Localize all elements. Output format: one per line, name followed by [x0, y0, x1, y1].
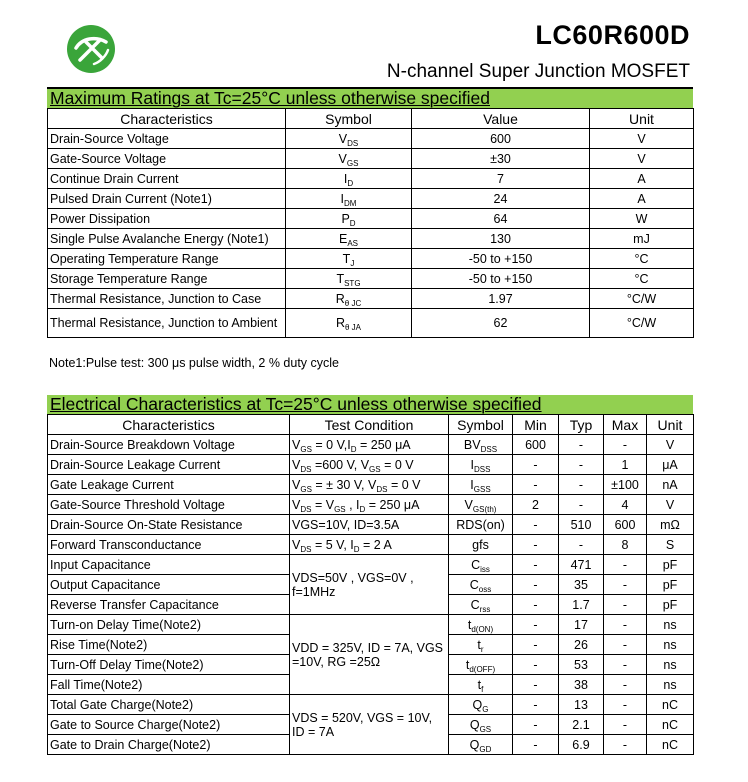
condition-text: = 0 V — [387, 477, 421, 492]
table-row — [48, 455, 694, 475]
unit: V — [647, 435, 694, 455]
symbol-subscript: rss — [479, 604, 491, 614]
characteristic: Power Dissipation — [48, 209, 286, 229]
symbol-text: R — [335, 291, 345, 306]
table-row — [48, 515, 694, 535]
symbol-text: Q — [472, 697, 483, 712]
max-value: 1 — [604, 455, 647, 475]
max-value: 4 — [604, 495, 647, 515]
symbol-cell — [449, 535, 513, 555]
symbol-text: RDS(on) — [456, 517, 505, 532]
test-condition: VDS=50V , VGS=0V , f=1MHz — [290, 555, 449, 615]
value: 64 — [412, 209, 590, 229]
characteristic: Total Gate Charge(Note2) — [48, 695, 290, 715]
symbol-cell — [286, 269, 412, 289]
symbol-cell — [286, 249, 412, 269]
condition-text: = 0 V — [380, 457, 414, 472]
typ-value: - — [559, 475, 604, 495]
characteristic: Pulsed Drain Current (Note1) — [48, 189, 286, 209]
typ-value: 2.1 — [559, 715, 604, 735]
symbol-cell — [449, 615, 513, 635]
condition-subscript: DS — [300, 544, 312, 554]
characteristic: Fall Time(Note2) — [48, 675, 290, 695]
symbol-text: I — [343, 171, 348, 186]
condition-subscript: GS — [300, 444, 312, 454]
min-value: 600 — [513, 435, 559, 455]
col-header: Characteristics — [48, 109, 286, 129]
symbol-cell — [286, 309, 412, 338]
test-condition: VDD = 325V, ID = 7A, VGS =10V, RG =25Ω — [290, 615, 449, 695]
electrical-banner: Electrical Characteristics at Tc=25°C unless otherwise specified — [47, 395, 693, 414]
symbol-subscript: θ JA — [345, 323, 362, 332]
condition-text: = 250 μA — [365, 497, 420, 512]
unit: V — [647, 495, 694, 515]
symbol-text: t — [467, 617, 472, 632]
condition-text: =600 V, V — [311, 457, 370, 472]
unit: ns — [647, 635, 694, 655]
unit: mΩ — [647, 515, 694, 535]
symbol-subscript: AS — [347, 238, 358, 248]
symbol-cell — [449, 675, 513, 695]
unit: W — [590, 209, 694, 229]
symbol-cell — [449, 475, 513, 495]
characteristic: Forward Transconductance — [48, 535, 290, 555]
condition-text: = 0 V,I — [311, 437, 351, 452]
symbol-subscript: DM — [344, 198, 357, 208]
col-header: Min — [513, 415, 559, 435]
characteristic: Thermal Resistance, Junction to Ambient — [48, 309, 286, 338]
characteristic: Gate to Source Charge(Note2) — [48, 715, 290, 735]
symbol-text: T — [336, 271, 345, 286]
symbol-subscript: GSS — [473, 484, 491, 494]
max-value: - — [604, 715, 647, 735]
symbol-subscript: d(OFF) — [469, 664, 496, 674]
table-row — [48, 555, 694, 575]
symbol-text: C — [471, 557, 481, 572]
characteristic: Storage Temperature Range — [48, 269, 286, 289]
part-subtitle: N-channel Super Junction MOSFET — [386, 61, 690, 82]
test-condition — [290, 455, 449, 475]
condition-subscript: DS — [376, 484, 388, 494]
table-row — [48, 615, 694, 635]
symbol-subscript: DSS — [480, 444, 498, 454]
symbol-text: C — [470, 597, 480, 612]
symbol-cell — [286, 289, 412, 309]
characteristic: Continue Drain Current — [48, 169, 286, 189]
condition-subscript: D — [359, 504, 366, 514]
typ-value: - — [559, 435, 604, 455]
max-ratings-banner: Maximum Ratings at Tc=25°C unless otherwise specified — [47, 89, 693, 108]
min-value: - — [513, 635, 559, 655]
value: ±30 — [412, 149, 590, 169]
test-condition — [290, 475, 449, 495]
unit: ns — [647, 675, 694, 695]
min-value: - — [513, 575, 559, 595]
value: 130 — [412, 229, 590, 249]
symbol-cell — [449, 595, 513, 615]
condition-subscript: GS — [334, 504, 346, 514]
condition-text: V — [292, 497, 301, 512]
typ-value: 26 — [559, 635, 604, 655]
table-row — [48, 129, 694, 149]
min-value: - — [513, 475, 559, 495]
unit: ns — [647, 615, 694, 635]
symbol-subscript: J — [350, 258, 355, 268]
unit: V — [590, 149, 694, 169]
min-value: - — [513, 615, 559, 635]
value: -50 to +150 — [412, 249, 590, 269]
symbol-text: t — [477, 637, 481, 652]
symbol-cell — [449, 715, 513, 735]
table-row — [48, 535, 694, 555]
symbol-subscript: STG — [344, 278, 361, 288]
max-value: - — [604, 615, 647, 635]
min-value: - — [513, 515, 559, 535]
test-condition: VDS = 520V, VGS = 10V, ID = 7A — [290, 695, 449, 755]
symbol-text: Q — [469, 737, 480, 752]
symbol-subscript: f — [481, 684, 484, 694]
col-header: Symbol — [449, 415, 513, 435]
typ-value: 13 — [559, 695, 604, 715]
col-header: Value — [412, 109, 590, 129]
symbol-cell — [449, 655, 513, 675]
max-value: - — [604, 435, 647, 455]
value: 24 — [412, 189, 590, 209]
characteristic: Rise Time(Note2) — [48, 635, 290, 655]
table-row — [48, 475, 694, 495]
characteristic: Input Capacitance — [48, 555, 290, 575]
table-row — [48, 495, 694, 515]
condition-subscript: D — [353, 544, 360, 554]
symbol-cell — [449, 495, 513, 515]
symbol-text: V — [338, 131, 348, 146]
characteristic: Drain-Source On-State Resistance — [48, 515, 290, 535]
unit: nC — [647, 715, 694, 735]
table-row — [48, 269, 694, 289]
table-row — [48, 289, 694, 309]
unit: A — [590, 189, 694, 209]
table-row — [48, 189, 694, 209]
symbol-subscript: θ JC — [344, 298, 362, 308]
unit: pF — [647, 595, 694, 615]
pulse-test-note: Note1:Pulse test: 300 μs pulse width, 2 % duty cycle — [49, 356, 339, 370]
condition-subscript: GS — [300, 484, 312, 494]
table-row — [48, 209, 694, 229]
unit: mJ — [590, 229, 694, 249]
col-header: Test Condition — [290, 415, 449, 435]
typ-value: 53 — [559, 655, 604, 675]
symbol-cell — [286, 189, 412, 209]
unit: μA — [647, 455, 694, 475]
symbol-cell — [286, 129, 412, 149]
condition-text: = 2 A — [359, 537, 392, 552]
test-condition: VGS=10V, ID=3.5A — [290, 515, 449, 535]
typ-value: - — [559, 455, 604, 475]
min-value: - — [513, 715, 559, 735]
typ-value: 38 — [559, 675, 604, 695]
table-row — [48, 169, 694, 189]
condition-text: V — [292, 477, 301, 492]
unit: pF — [647, 555, 694, 575]
symbol-cell — [449, 695, 513, 715]
col-header: Symbol — [286, 109, 412, 129]
max-value: - — [604, 675, 647, 695]
symbol-subscript: d(ON) — [471, 624, 494, 634]
characteristic: Turn-Off Delay Time(Note2) — [48, 655, 290, 675]
min-value: - — [513, 555, 559, 575]
value: 62 — [412, 309, 590, 338]
typ-value: - — [559, 535, 604, 555]
characteristic: Gate-Source Threshold Voltage — [48, 495, 290, 515]
symbol-cell — [449, 515, 513, 535]
min-value: - — [513, 675, 559, 695]
table-row — [48, 249, 694, 269]
unit: °C — [590, 269, 694, 289]
typ-value: 471 — [559, 555, 604, 575]
characteristic: Output Capacitance — [48, 575, 290, 595]
symbol-text: V — [464, 497, 473, 512]
table-row — [48, 149, 694, 169]
unit: pF — [647, 575, 694, 595]
min-value: - — [513, 735, 559, 755]
symbol-text: C — [469, 577, 479, 592]
table-row — [48, 229, 694, 249]
symbol-subscript: DSS — [474, 464, 491, 474]
part-number: LC60R600D — [535, 20, 690, 50]
symbol-subscript: DS — [347, 138, 359, 148]
symbol-cell — [449, 575, 513, 595]
condition-text: = ± 30 V, V — [311, 477, 377, 492]
characteristic: Gate-Source Voltage — [48, 149, 286, 169]
typ-value: 6.9 — [559, 735, 604, 755]
symbol-subscript: iss — [480, 564, 490, 574]
symbol-text: P — [341, 211, 350, 226]
table-row — [48, 309, 694, 338]
characteristic: Single Pulse Avalanche Energy (Note1) — [48, 229, 286, 249]
characteristic: Operating Temperature Range — [48, 249, 286, 269]
value: 1.97 — [412, 289, 590, 309]
min-value: - — [513, 595, 559, 615]
symbol-text: gfs — [472, 537, 489, 552]
typ-value: - — [559, 495, 604, 515]
typ-value: 35 — [559, 575, 604, 595]
max-value: - — [604, 735, 647, 755]
unit: V — [590, 129, 694, 149]
unit: nC — [647, 735, 694, 755]
characteristic: Drain-Source Leakage Current — [48, 455, 290, 475]
symbol-cell — [449, 735, 513, 755]
unit: A — [590, 169, 694, 189]
symbol-cell — [286, 209, 412, 229]
symbol-subscript: G — [482, 704, 489, 714]
max-value: - — [604, 635, 647, 655]
col-header: Characteristics — [48, 415, 290, 435]
max-value: - — [604, 695, 647, 715]
symbol-text: t — [477, 677, 482, 692]
col-header: Unit — [647, 415, 694, 435]
value: 7 — [412, 169, 590, 189]
unit: °C/W — [590, 289, 694, 309]
condition-text: = 250 μA — [356, 437, 411, 452]
symbol-text: I — [470, 457, 475, 472]
min-value: - — [513, 655, 559, 675]
symbol-text: Q — [469, 717, 480, 732]
company-logo-icon — [66, 24, 116, 74]
max-value: - — [604, 555, 647, 575]
characteristic: Gate Leakage Current — [48, 475, 290, 495]
condition-text: = V — [311, 497, 335, 512]
test-condition — [290, 435, 449, 455]
symbol-text: V — [338, 151, 347, 166]
min-value: 2 — [513, 495, 559, 515]
symbol-cell — [449, 635, 513, 655]
max-value: - — [604, 655, 647, 675]
symbol-subscript: GS(th) — [472, 504, 497, 514]
max-value: ±100 — [604, 475, 647, 495]
symbol-cell — [449, 455, 513, 475]
condition-subscript: D — [350, 444, 357, 454]
symbol-text: T — [342, 251, 351, 266]
symbol-cell — [286, 149, 412, 169]
symbol-text: R — [335, 316, 345, 330]
condition-text: , I — [345, 497, 360, 512]
test-condition — [290, 495, 449, 515]
symbol-text: E — [338, 231, 348, 246]
condition-subscript: GS — [369, 464, 381, 474]
symbol-text: I — [470, 477, 474, 492]
min-value: - — [513, 535, 559, 555]
symbol-subscript: GD — [479, 744, 492, 754]
symbol-text: t — [465, 657, 470, 672]
symbol-cell — [449, 555, 513, 575]
condition-text: V — [292, 457, 301, 472]
symbol-text: I — [340, 191, 345, 206]
condition-text: V — [292, 437, 301, 452]
characteristic: Drain-Source Breakdown Voltage — [48, 435, 290, 455]
unit: °C — [590, 249, 694, 269]
symbol-subscript: r — [480, 644, 484, 654]
min-value: - — [513, 695, 559, 715]
condition-subscript: DS — [300, 504, 312, 514]
symbol-subscript: oss — [478, 584, 492, 594]
condition-text: = 5 V, I — [311, 537, 354, 552]
symbol-subscript: GS — [346, 158, 359, 168]
characteristic: Thermal Resistance, Junction to Case — [48, 289, 286, 309]
unit: nA — [647, 475, 694, 495]
condition-subscript: DS — [300, 464, 312, 474]
symbol-subscript: D — [349, 218, 356, 228]
value: -50 to +150 — [412, 269, 590, 289]
symbol-subscript: D — [347, 178, 354, 188]
typ-value: 510 — [559, 515, 604, 535]
value: 600 — [412, 129, 590, 149]
characteristic: Gate to Drain Charge(Note2) — [48, 735, 290, 755]
col-header: Max — [604, 415, 647, 435]
unit: ns — [647, 655, 694, 675]
min-value: - — [513, 455, 559, 475]
max-value: 8 — [604, 535, 647, 555]
condition-text: V — [292, 537, 301, 552]
max-value: 600 — [604, 515, 647, 535]
max-value: - — [604, 575, 647, 595]
typ-value: 17 — [559, 615, 604, 635]
symbol-text: BV — [463, 437, 481, 452]
characteristic: Reverse Transfer Capacitance — [48, 595, 290, 615]
symbol-cell — [286, 169, 412, 189]
table-row — [48, 435, 694, 455]
typ-value: 1.7 — [559, 595, 604, 615]
max-value: - — [604, 595, 647, 615]
col-header: Typ — [559, 415, 604, 435]
unit: °C/W — [590, 309, 694, 338]
symbol-cell — [449, 435, 513, 455]
unit: S — [647, 535, 694, 555]
electrical-table — [47, 414, 694, 755]
characteristic: Drain-Source Voltage — [48, 129, 286, 149]
unit: nC — [647, 695, 694, 715]
max-ratings-table — [47, 108, 694, 338]
symbol-cell — [286, 229, 412, 249]
col-header: Unit — [590, 109, 694, 129]
symbol-subscript: GS — [479, 724, 492, 734]
characteristic: Turn-on Delay Time(Note2) — [48, 615, 290, 635]
test-condition — [290, 535, 449, 555]
table-row — [48, 695, 694, 715]
